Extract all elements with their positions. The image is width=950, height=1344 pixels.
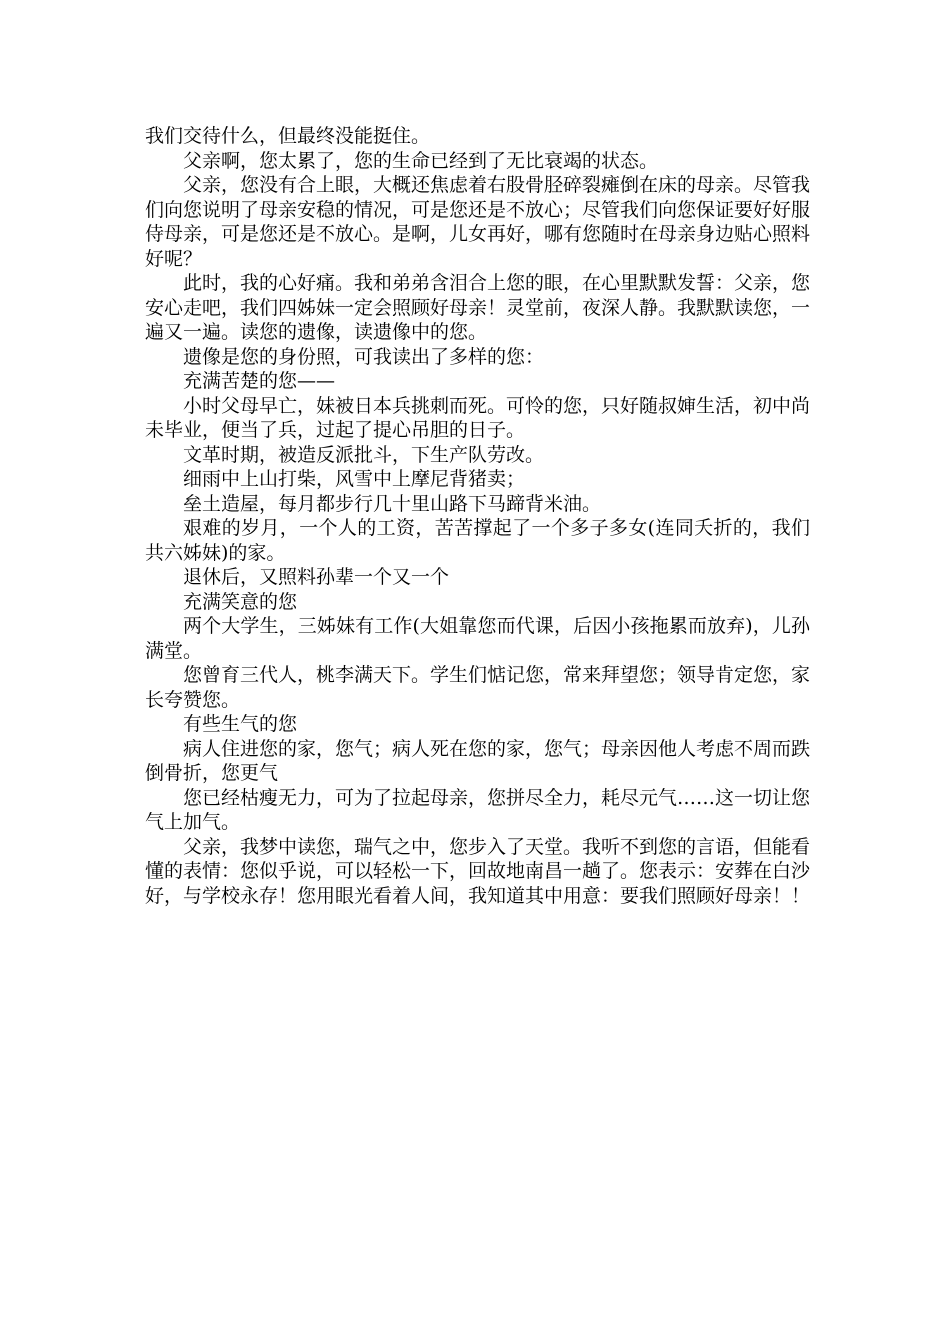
paragraph-2: 父亲啊，您太累了，您的生命已经到了无比衰竭的状态。 [183, 149, 659, 172]
paragraph-15: 您曾育三代人，桃李满天下。学生们惦记您，常来拜望您；领导肯定您，家长夸赞您。 [145, 664, 811, 711]
document-page [145, 124, 810, 908]
paragraph-8: 文革时期，被造反派批斗，下生产队劳改。 [183, 443, 545, 466]
paragraph-11: 艰难的岁月，一个人的工资，苦苦撑起了一个多子多女(连同夭折的，我们共六姊妹)的家。 [145, 517, 810, 564]
paragraph-3: 父亲，您没有合上眼，大概还焦虑着右股骨胫碎裂瘫倒在床的母亲。尽管我们向您说明了母亲安稳的情况，可是您还是不放心；尽管我们向您保证要好好服侍母亲，可是您还是不放心。是啊，儿女再好，哪有您随时在母亲身边贴心照料好呢？ [145, 174, 811, 270]
section-heading-suffering: 充满苦楚的您—— [183, 370, 336, 392]
section-heading-smiling: 充满笑意的您 [183, 590, 298, 613]
paragraph-14: 两个大学生，三姊妹有工作(大姐靠您而代课，后因小孩拖累而放弃)，儿孙满堂。 [145, 615, 810, 662]
paragraph-5: 遗像是您的身份照，可我读出了多样的您： [183, 345, 545, 368]
paragraph-17: 病人住进您的家，您气；病人死在您的家，您气；母亲因他人考虑不周而跌倒骨折，您更气 [145, 737, 811, 784]
paragraph-19: 父亲，我梦中读您，瑞气之中，您步入了天堂。我听不到您的言语，但能看懂的表情：您似乎说，可以轻松一下，回故地南昌一趟了。您表示：安葬在白沙好，与学校永存！您用眼光看着人间，我知道其中用意：要我们照顾好母亲！！ [145, 835, 811, 907]
paragraph-18: 您已经枯瘦无力，可为了拉起母亲，您拼尽全力，耗尽元气……这一切让您气上加气。 [145, 786, 811, 833]
paragraph-7: 小时父母早亡，妹被日本兵挑刺而死。可怜的您，只好随叔婶生活，初中尚未毕业，便当了兵，过起了提心吊胆的日子。 [145, 394, 811, 441]
paragraph-12: 退休后，又照料孙辈一个又一个 [183, 566, 450, 588]
paragraph-9: 细雨中上山打柴，风雪中上摩尼背猪卖； [183, 468, 526, 490]
paragraph-4: 此时，我的心好痛。我和弟弟含泪合上您的眼，在心里默默发誓：父亲，您安心走吧，我们四姊妹一定会照顾好母亲！灵堂前，夜深人静。我默默读您，一遍又一遍。读您的遗像，读遗像中的您。 [145, 272, 811, 343]
paragraph-10: 垒土造屋，每月都步行几十里山路下马蹄背米油。 [183, 492, 602, 515]
paragraph-1: 我们交待什么，但最终没能挺住。 [145, 125, 431, 147]
section-heading-angry: 有些生气的您 [183, 713, 298, 735]
